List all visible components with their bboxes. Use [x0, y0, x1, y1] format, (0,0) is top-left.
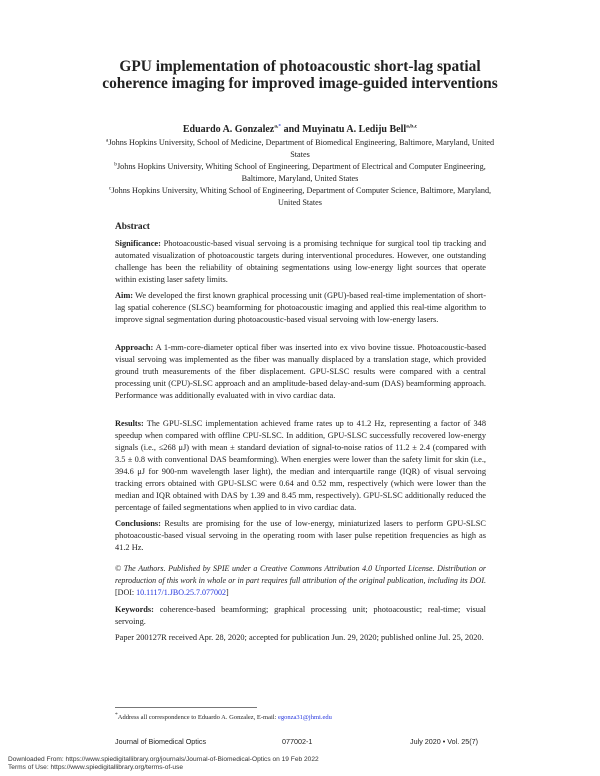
author-name: Muyinatu A. Lediju Bell — [302, 124, 407, 135]
issue-info: July 2020 • Vol. 25(7) — [410, 737, 479, 746]
footnote-divider — [115, 707, 257, 708]
abstract-aim: Aim: We developed the first known graphical processing unit (GPU)-based real-time implementation of short-lag spatial coherence (SLSC) beamforming for photoacoustic imaging and applied this real-time algorithm to improve signal segmentation during photoacoustic-based visual servoing with low-energy lasers. — [115, 291, 486, 325]
correspondence-footnote: *Address all correspondence to Eduardo A. Gonzalez, E-mail: egonza31@jhmi.edu — [115, 711, 332, 721]
email-link[interactable]: egonza31@jhmi.edu — [278, 714, 332, 721]
abstract-results: Results: The GPU-SLSC implementation achieved frame rates up to 41.2 Hz, representing a factor of 348 speedup when compared with offline CPU-SLSC. In addition, GPU-SLSC successfully recovered low-energy signals (i.e., ≤268 μJ) with mean ± standard deviation of signal-to-noise ratios of 11.2 ± 2.4 (compared with 3.5 ± 0.8 with conventional DAS beamforming). When energies were lower than the safety limit for skin (i.e., 394.6 μJ for 900-nm wavelength laser light), the median and interquartile range (IQR) of visual servoing tracking errors obtained with GPU-SLSC were 0.64 and 0.52 mm, respectively (which were lower than the median and IQR obtained with DAS by 1.39 and 8.45 mm, respectively). GPU-SLSC additionally reduced the percentage of failed segmentations when applied to in vivo cardiac data. — [115, 419, 486, 513]
download-source: Downloaded From: https://www.spiedigitallibrary.org/journals/Journal-of-Biomedical-Optics on 19 Feb 2022 — [8, 756, 319, 763]
author-list — [100, 124, 500, 135]
journal-name: Journal of Biomedical Optics — [115, 737, 207, 746]
copyright-notice: © The Authors. Published by SPIE under a Creative Commons Attribution 4.0 Unported License. Distribution or reproduction of this work in whole or in part requires full attribution of the original publication, including its DOI. [DOI: 10.1117/1.JBO.25.7.077002] — [115, 564, 486, 598]
author-name: Eduardo A. Gonzalez — [182, 124, 275, 135]
paper-title: GPU implementation of photoacoustic short-lag spatial coherence imaging for improved image-guided interventions — [102, 58, 498, 92]
author-separator: and — [281, 124, 303, 135]
affiliations — [100, 137, 500, 210]
abstract-conclusions: Conclusions: Results are promising for the use of low-energy, miniaturized lasers to perform GPU-SLSC photoacoustic-based visual servoing in the operating room with laser pulse repetition frequencies as high as 41.2 Hz. — [115, 519, 486, 553]
terms-of-use: Terms of Use: https://www.spiedigitallibrary.org/terms-of-use — [8, 764, 184, 771]
author-affiliation-marker: a,b,c — [406, 123, 418, 130]
received-dates: Paper 200127R received Apr. 28, 2020; accepted for publication Jun. 29, 2020; published online Jul. 25, 2020. — [115, 633, 484, 642]
affiliation: $^b$Johns Hopkins University, Whiting School of Engineering, Department of Electrical and Computer Engineering, Baltimore, Maryland, United States — [114, 161, 486, 184]
download-notice — [8, 756, 319, 772]
affiliation: $^a$Johns Hopkins University, School of Medicine, Department of Biomedical Engineering, Baltimore, Maryland, United States — [105, 137, 495, 160]
abstract-significance: Significance: Photoacoustic-based visual servoing is a promising technique for surgical tool tip tracking and automated visualization of photoacoustic targets during interventional procedures. However, one outstanding challenge has been the reliability of obtaining segmentations using low-energy light sources that operate within existing laser safety limits. — [115, 239, 486, 285]
doi-link[interactable]: 10.1117/1.JBO.25.7.077002 — [136, 588, 226, 598]
corresponding-author-link[interactable]: * — [278, 123, 282, 130]
page-number: 077002-1 — [282, 737, 313, 746]
affiliation: $^c$Johns Hopkins University, Whiting School of Engineering, Department of Computer Science, Baltimore, Maryland, United States — [108, 185, 492, 208]
abstract-approach: Approach: A 1-mm-core-diameter optical fiber was inserted into ex vivo bovine tissue. Photoacoustic-based visual servoing was implemented as the fiber was manually displaced by a translation stage, which provided ground truth measurements of the fiber displacement. GPU-SLSC results were compared with a central processing unit (CPU)-SLSC approach and an amplitude-based delay-and-sum (DAS) beamforming approach. Performance was additionally evaluated with in vivo cardiac data. — [115, 343, 486, 401]
keywords: Keywords: coherence-based beamforming; graphical processing unit; photoacoustic; real-time; visual servoing. — [115, 605, 486, 627]
author-affiliation-marker: a, — [274, 123, 279, 130]
abstract-heading: Abstract — [115, 222, 150, 232]
